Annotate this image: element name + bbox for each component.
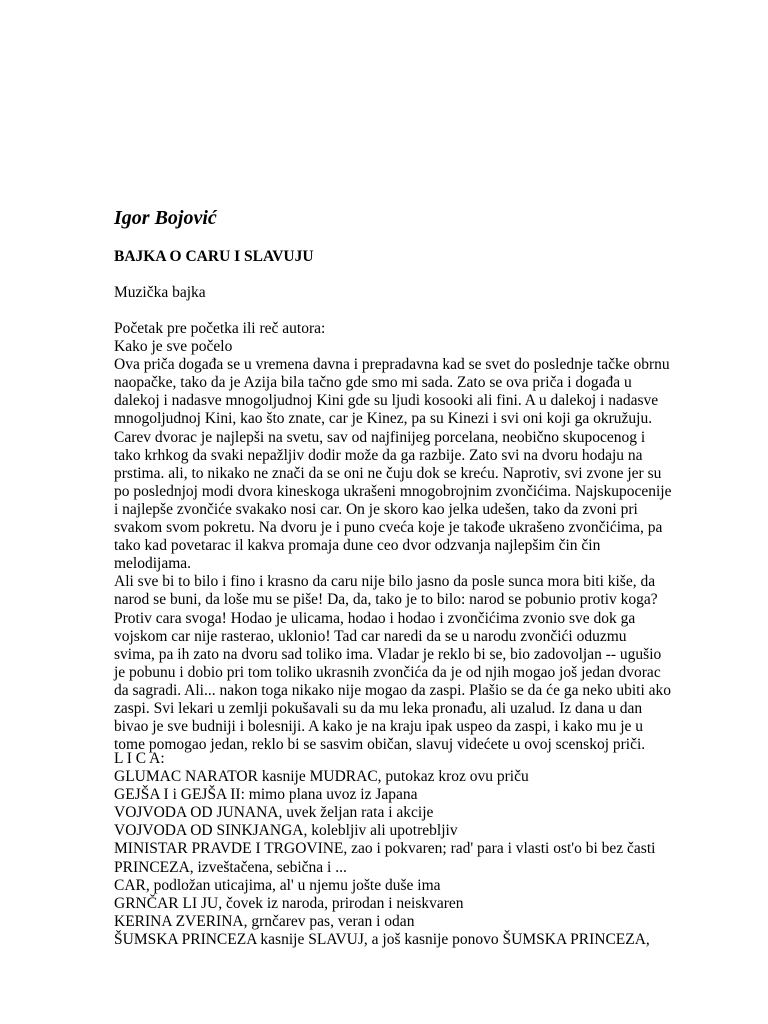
- text-line: po poslednjoj modi dvora kineskoga ukrašeni mnogobrojnim zvončićima. Najskupocenije: [114, 482, 672, 500]
- cast-list: [114, 750, 754, 949]
- text-line: melodijama.: [114, 555, 192, 573]
- text-line: tako krhkog da svaki nepažljiv dodir može da ga razbije. Zato svi na dvoru hodaju na: [114, 446, 643, 464]
- text-line: Kako je sve počelo: [114, 338, 233, 356]
- text-line: da sagradi. Ali... nakon toga nikako nije mogao da zaspi. Plašio se da će ga neko ubiti ako: [114, 681, 672, 699]
- cast-item: ŠUMSKA PRINCEZA kasnije SLAVUJ, a još kasnije ponovo ŠUMSKA PRINCEZA,: [114, 930, 650, 948]
- cast-item: VOJVODA OD SINKJANGA, kolebljiv ali upotrebljiv: [114, 822, 458, 840]
- text-line: zaspi. Svi lekari u zemlji pokušavali su da mu leka pronađu, ali uzalud. Iz dana u dan: [114, 699, 643, 717]
- text-line: Ali sve bi to bilo i fino i krasno da caru nije bilo jasno da posle sunca mora biti kiše, da: [114, 573, 656, 591]
- cast-item: GLUMAC NARATOR kasnije MUDRAC, putokaz kroz ovu priču: [114, 768, 529, 786]
- text-line: bivao je sve budniji i bolesniji. A kako je na kraju ipak uspeo da zaspi, i kako mu je u: [114, 718, 644, 736]
- text-line: i najlepše zvončiće svakako nosi car. On je skoro kao jelka udešen, tako da zvoni pri: [114, 500, 638, 518]
- intro-text: [114, 320, 754, 754]
- text-line: svima, pa ih zato na dvoru sad toliko ima. Vladar je reklo bi se, bio zadovoljan -- ugušio: [114, 645, 662, 663]
- text-line: dalekoj i nadasve mnogoljudnoj Kini gde su ljudi kosooki ali fini. A u dalekoj i nadasve: [114, 392, 659, 410]
- cast-item: GEJŠA I i GEJŠA II: mimo plana uvoz iz Japana: [114, 786, 418, 804]
- text-line: svakom svom pokretu. Na dvoru je i puno cveća koje je takođe ukrašeno zvončićima, pa: [114, 519, 663, 537]
- cast-item: GRNČAR LI JU, čovek iz naroda, prirodan i neiskvaren: [114, 894, 464, 912]
- text-line: Početak pre početka ili reč autora:: [114, 320, 326, 337]
- text-line: Protiv cara svoga! Hodao je ulicama, hodao i hodao i zvončićima zvonio sve dok ga: [114, 609, 636, 627]
- text-line: mnogoljudnoj Kini, kao što znate, car je Kinez, pa su Kinezi i svi oni koji ga okružuju.: [114, 410, 653, 428]
- text-line: tome pomogao jedan, reklo bi se sasvim običan, slavuj videćete u ovoj scenskoj priči.: [114, 736, 646, 754]
- cast-item: KERINA ZVERINA, grnčarev pas, veran i odan: [114, 912, 415, 930]
- text-line: tako kad povetarac il kakva promaja dune ceo dvor odzvanja najlepšim čin čin: [114, 537, 601, 555]
- author-name: Igor Bojović: [114, 207, 217, 229]
- text-line: naopačke, tako da je Azija bila tačno gde smo mi sada. Zato se ova priča i događa u: [114, 374, 632, 392]
- cast-item: CAR, podložan uticajima, al' u njemu jošte duše ima: [114, 876, 441, 894]
- text-line: Carev dvorac je najlepši na svetu, sav od najfinijeg porcelana, neobično skupocenog i: [114, 428, 646, 446]
- cast-item: MINISTAR PRAVDE I TRGOVINE, zao i pokvaren; rad' para i vlasti ost'o bi bez časti: [114, 840, 656, 858]
- text-line: vojskom car nije rasterao, uklonio! Tad car naredi da se u narodu zvončići oduzmu: [114, 627, 627, 645]
- cast-item: VOJVODA OD JUNANA, uvek željan rata i akcije: [114, 804, 434, 822]
- text-line: prstima. ali, to nikako ne znači da se oni ne čuju dok se kreću. Naprotiv, svi zvone jer su: [114, 464, 662, 482]
- document-title: BAJKA O CARU I SLAVUJU: [114, 248, 314, 265]
- cast-item: PRINCEZA, izveštačena, sebična i ...: [114, 858, 347, 876]
- text-line: je pobunu i dobio pri tom toliko ukrasnih zvončića da je od njih mogao još jedan dvorac: [114, 663, 661, 681]
- text-line: Ova priča događa se u vremena davna i prepradavna kad se svet do poslednje tačke obrnu: [114, 356, 670, 374]
- document-subtitle: Muzička bajka: [114, 284, 206, 301]
- text-line: narod se buni, da loše mu se piše! Da, da, tako je to bilo: narod se pobunio protiv koga?: [114, 591, 658, 609]
- cast-heading: L I C A:: [114, 750, 165, 767]
